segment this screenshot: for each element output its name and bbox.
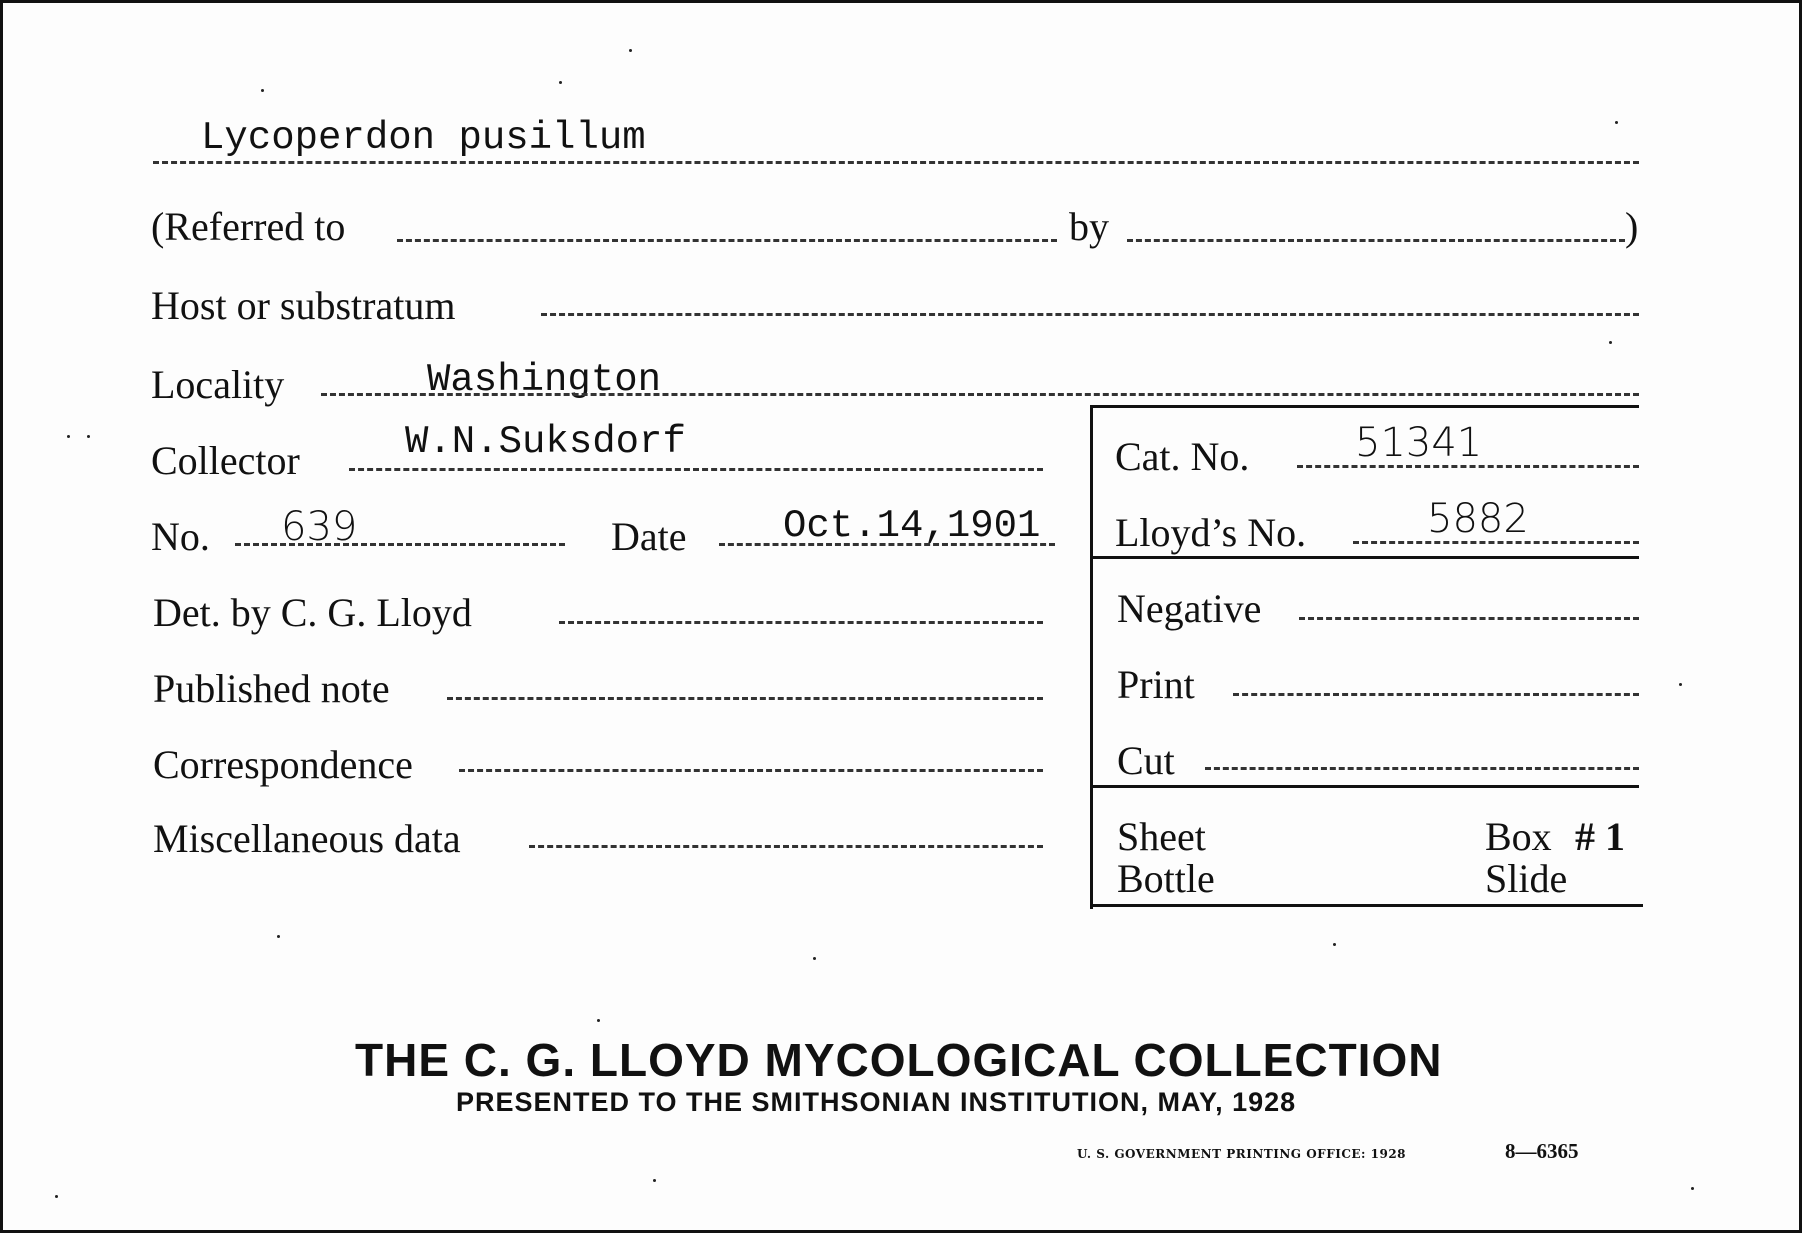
collector-line xyxy=(349,468,1043,471)
negative-label: Negative xyxy=(1117,586,1262,631)
scan-speck xyxy=(653,1179,656,1182)
by-line xyxy=(1127,239,1625,242)
misc-line xyxy=(529,845,1043,848)
species-line xyxy=(153,161,1639,164)
lloyd-line xyxy=(1353,541,1639,544)
scan-speck xyxy=(67,435,70,438)
scan-speck xyxy=(597,1019,600,1022)
scan-speck xyxy=(559,81,562,84)
scan-speck xyxy=(1333,943,1336,946)
printer-credit: U. S. GOVERNMENT PRINTING OFFICE: 1928 xyxy=(1077,1147,1407,1161)
scan-speck xyxy=(813,957,816,960)
no-line xyxy=(235,543,565,546)
date-line xyxy=(719,543,1055,546)
locality-label: Locality xyxy=(151,362,285,407)
cat-line xyxy=(1297,465,1639,468)
locality-line xyxy=(321,393,1639,396)
cut-label: Cut xyxy=(1117,738,1175,783)
box-mid-rule xyxy=(1093,556,1639,559)
no-value: 639 xyxy=(281,504,358,550)
det-label: Det. by C. G. Lloyd xyxy=(153,590,472,635)
cat-value: 51341 xyxy=(1355,420,1483,466)
box-left-rule xyxy=(1090,405,1093,909)
bottle-label: Bottle xyxy=(1117,856,1215,901)
scan-speck xyxy=(1615,121,1618,124)
form-code: 8—6365 xyxy=(1505,1139,1579,1163)
collection-title: THE C. G. LLOYD MYCOLOGICAL COLLECTION xyxy=(355,1034,1443,1086)
scan-speck xyxy=(1609,341,1612,344)
cut-line xyxy=(1205,767,1639,770)
scan-speck xyxy=(1679,683,1682,686)
host-line xyxy=(541,313,1639,316)
lloyd-value: 5882 xyxy=(1427,496,1529,542)
host-label: Host or substratum xyxy=(151,283,456,328)
box-lower-rule xyxy=(1093,785,1639,788)
cat-label: Cat. No. xyxy=(1115,434,1250,479)
box-number-label: Box xyxy=(1485,814,1552,859)
lloyd-label: Lloyd’s No. xyxy=(1115,510,1307,555)
box-top-rule xyxy=(1093,405,1639,408)
referred-to-line xyxy=(397,239,1057,242)
correspondence-line xyxy=(459,769,1043,772)
published-line xyxy=(447,697,1043,700)
box-number-value: # 1 xyxy=(1575,814,1625,859)
scan-speck xyxy=(277,935,280,938)
collector-label: Collector xyxy=(151,438,300,483)
sheet-label: Sheet xyxy=(1117,814,1206,859)
print-label: Print xyxy=(1117,662,1195,707)
collector-value: W.N.Suksdorf xyxy=(405,420,686,464)
scan-speck xyxy=(261,89,264,92)
published-label: Published note xyxy=(153,666,390,711)
collection-subtitle: PRESENTED TO THE SMITHSONIAN INSTITUTION, MAY, 1928 xyxy=(456,1087,1297,1117)
by-label: by xyxy=(1069,204,1109,249)
det-line xyxy=(559,621,1043,624)
date-label: Date xyxy=(611,514,687,559)
negative-line xyxy=(1299,617,1639,620)
scan-speck xyxy=(1691,1187,1694,1190)
scan-speck xyxy=(629,49,632,52)
referred-to-label: (Referred to xyxy=(151,204,346,249)
scan-speck xyxy=(55,1195,58,1198)
no-label: No. xyxy=(151,514,210,559)
date-value: Oct.14,1901 xyxy=(783,504,1041,548)
print-line xyxy=(1233,693,1639,696)
box-bottom-rule xyxy=(1093,904,1643,907)
scan-speck xyxy=(87,435,90,438)
misc-label: Miscellaneous data xyxy=(153,816,461,861)
correspondence-label: Correspondence xyxy=(153,742,413,787)
slide-label: Slide xyxy=(1485,856,1568,901)
close-paren: ) xyxy=(1625,204,1639,249)
species-name: Lycoperdon pusillum xyxy=(201,116,646,160)
locality-value: Washington xyxy=(427,358,662,402)
